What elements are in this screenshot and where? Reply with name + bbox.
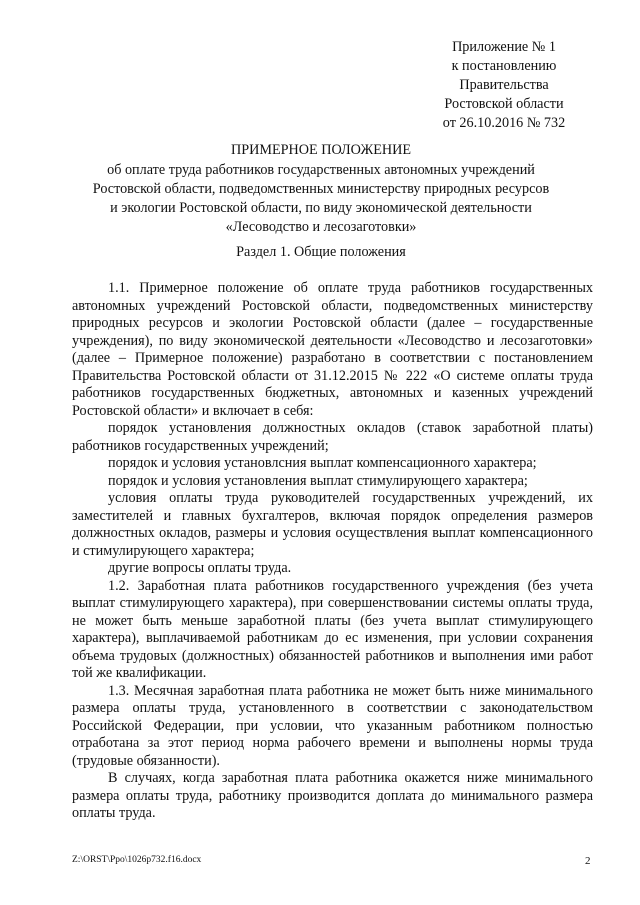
title-main: ПРИМЕРНОЕ ПОЛОЖЕНИЕ xyxy=(230,142,412,158)
document-title xyxy=(60,141,582,237)
title-subline: Ростовской области, подведомственных министерству природных ресурсов xyxy=(92,181,550,197)
appendix-line: Приложение № 1 xyxy=(452,39,556,55)
paragraph: порядок установления должностных окладов (ставок заработной платы) работников государственных учреждений; xyxy=(72,420,593,454)
title-subline: «Лесоводство и лесозаготовки» xyxy=(225,219,417,235)
title-subline: об оплате труда работников государственных автономных учреждений xyxy=(107,162,535,178)
appendix-block xyxy=(414,38,594,133)
appendix-line: Правительства xyxy=(459,77,549,93)
paragraph: другие вопросы оплаты труда. xyxy=(108,560,292,576)
paragraph: 1.1. Примерное положение об оплате труда работников государственных автономных учреждений Ростовской области, подведомственных министерству природных ресурсов и экологии Ростовской области (далее – государственные учреждения), по виду экономической деятельности «Лесоводство и лесозаготовки» (далее – Примерное положение) разработано в соответствии с постановлением Правительства Ростовской области от 31.12.2015 № 222 «О системе оплаты труда работников государственных бюджетных, автономных и казенных учреждений Ростовской области» и включает в себя: xyxy=(72,280,593,419)
appendix-line: Ростовской области xyxy=(444,96,564,112)
appendix-line: к постановлению xyxy=(451,58,557,74)
section-heading: Раздел 1. Общие положения xyxy=(236,244,406,260)
title-subline: и экологии Ростовской области, по виду экономической деятельности xyxy=(110,200,532,216)
paragraph: В случаях, когда заработная плата работника окажется ниже минимального размера оплаты труда, работнику производится доплата до минимального размера оплаты труда. xyxy=(72,770,593,821)
appendix-date-line: от 26.10.2016 № 732 xyxy=(442,115,566,131)
paragraph: 1.3. Месячная заработная плата работника не может быть ниже минимального размера оплаты труда, установленного в соответствии с законодательством Российской Федерации, при условии, что указанным работником полностью отработана за этот период норма рабочего времени и выполнены нормы труда (трудовые обязанности). xyxy=(72,682,593,769)
page-number: 2 xyxy=(585,855,591,867)
paragraph: порядок и условия установлсния выплат компенсационного характера; xyxy=(108,455,537,471)
paragraph: 1.2. Заработная плата работников государственного учреждения (без учета выплат стимулирующего характера), при совершенствовании системы оплаты труда, не может быть меньше заработной платы (без учета выплат стимулирующего характера), выплачиваемой работникам до ес изменения, при условии сохранения объема трудовых (должностных) обязанностей работников и выполнения ими работ той же квалификации. xyxy=(72,577,593,681)
paragraph: условия оплаты труда руководителей государственных учреждений, их заместителей и главных бухгалтеров, включая порядок определения размеров должностных окладов, размеры и условия осуществления выплат компенсационного и стимулирующего характера; xyxy=(72,490,593,559)
document-body xyxy=(72,280,593,823)
footer-file-path: Z:\ORST\Ppo\1026p732.f16.docx xyxy=(72,855,202,865)
paragraph: порядок и условия установления выплат стимулирующего характера; xyxy=(108,472,528,489)
